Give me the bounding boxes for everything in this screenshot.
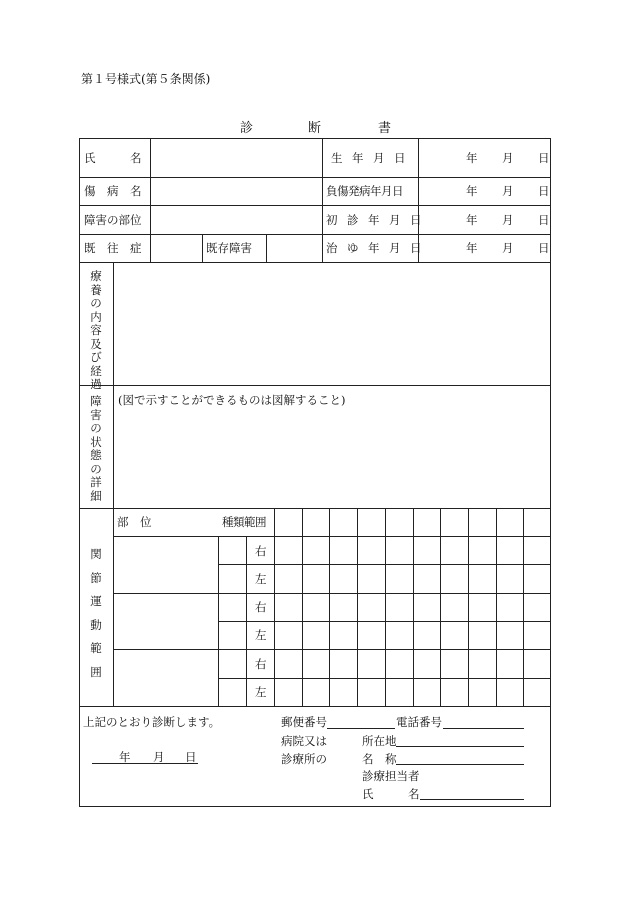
footer-hospital-line1: 病院又は — [281, 734, 327, 748]
date-unit-year: 年 — [466, 213, 478, 227]
rom-grid-column — [302, 508, 303, 706]
label-existing: 既存障害 — [206, 241, 252, 255]
label-cure-date: 治 ゆ 年 月 日 — [326, 241, 421, 255]
footer-doctor-label: 診療担当者 — [362, 769, 420, 783]
rule-v-rom-c — [274, 508, 275, 706]
date-unit-day: 日 — [538, 241, 550, 255]
rom-grid-column — [468, 508, 469, 706]
date-unit-year: 年 — [466, 241, 478, 255]
rule-rom-2 — [113, 593, 551, 594]
label-name: 氏 名 — [84, 151, 142, 165]
rom-grid-column — [413, 508, 414, 706]
label-birth: 生 年 月 日 — [331, 151, 405, 165]
rom-grid-column — [385, 508, 386, 706]
footer-date-day: 日 — [185, 750, 197, 764]
label-rom: 関節運動範囲 — [90, 547, 102, 679]
condition-note: (図で示すことができるものは図解すること) — [118, 393, 346, 407]
document-title — [236, 117, 396, 136]
rule-footer — [79, 706, 551, 707]
footer-statement: 上記のとおり診断します。 — [83, 715, 221, 729]
address-underline — [396, 746, 524, 747]
phone-underline — [443, 728, 524, 729]
rule-treatment — [79, 385, 551, 386]
rule-v-history — [202, 234, 203, 262]
rom-right-3: 右 — [255, 657, 267, 671]
rule-condition — [79, 508, 551, 509]
rule-v-side — [113, 262, 114, 706]
date-unit-day: 日 — [538, 184, 550, 198]
rom-type-header: 種類範囲 — [222, 515, 266, 529]
rom-left-2: 左 — [255, 628, 267, 642]
title-char-2: 断 — [308, 121, 322, 136]
footer-postal-label: 郵便番号 — [281, 715, 327, 729]
rom-grid-column — [357, 508, 358, 706]
label-first-visit: 初 診 年 月 日 — [326, 213, 421, 227]
facility-name-underline — [396, 764, 524, 765]
footer-phone-label: 電話番号 — [396, 715, 442, 729]
label-history: 既 往 症 — [84, 241, 142, 255]
rule-v-rom-b — [246, 536, 247, 706]
date-unit-month: 月 — [502, 151, 514, 165]
footer-address-label: 所在地 — [362, 734, 397, 748]
footer-facility-name-label: 名 称 — [362, 752, 397, 766]
footer-date-year: 年 — [119, 750, 131, 764]
rule-row4 — [79, 262, 551, 263]
date-unit-month: 月 — [502, 213, 514, 227]
person-name-underline — [420, 799, 524, 800]
title-char-1: 診 — [240, 121, 254, 136]
date-unit-year: 年 — [466, 184, 478, 198]
label-condition: 障害の状態の詳細 — [90, 394, 102, 503]
title-char-3: 書 — [378, 121, 392, 136]
rom-grid-column — [523, 508, 524, 706]
postal-underline — [327, 728, 395, 729]
rom-left-3: 左 — [255, 685, 267, 699]
rule-v-mid — [322, 138, 323, 262]
date-unit-month: 月 — [502, 184, 514, 198]
label-site: 障害の部位 — [84, 213, 142, 227]
rom-grid-column — [496, 508, 497, 706]
rom-grid-column — [329, 508, 330, 706]
rom-right-2: 右 — [255, 600, 267, 614]
date-unit-day: 日 — [538, 151, 550, 165]
rom-right-1: 右 — [255, 544, 267, 558]
footer-person-name-label: 氏 名 — [362, 787, 420, 801]
rule-v-label — [150, 138, 151, 262]
rule-rom-header — [113, 536, 551, 537]
footer-date-month: 月 — [153, 750, 165, 764]
date-unit-day: 日 — [538, 213, 550, 227]
date-unit-month: 月 — [502, 241, 514, 255]
rom-grid-column — [440, 508, 441, 706]
footer-date-underline — [92, 763, 198, 764]
date-unit-year: 年 — [466, 151, 478, 165]
label-disease: 傷 病 名 — [84, 184, 142, 198]
rule-v-rom-a — [218, 536, 219, 706]
rule-rom-4 — [113, 649, 551, 650]
footer-hospital-line2: 診療所の — [281, 752, 327, 766]
label-treatment: 療養の内容及び経過 — [90, 269, 102, 391]
form-number: 第１号様式(第５条関係) — [81, 72, 211, 86]
label-injury-date: 負傷発病年月日 — [326, 184, 403, 198]
rom-part-header: 部 位 — [117, 515, 152, 529]
rom-left-1: 左 — [255, 572, 267, 586]
rule-v-existing — [266, 234, 267, 262]
